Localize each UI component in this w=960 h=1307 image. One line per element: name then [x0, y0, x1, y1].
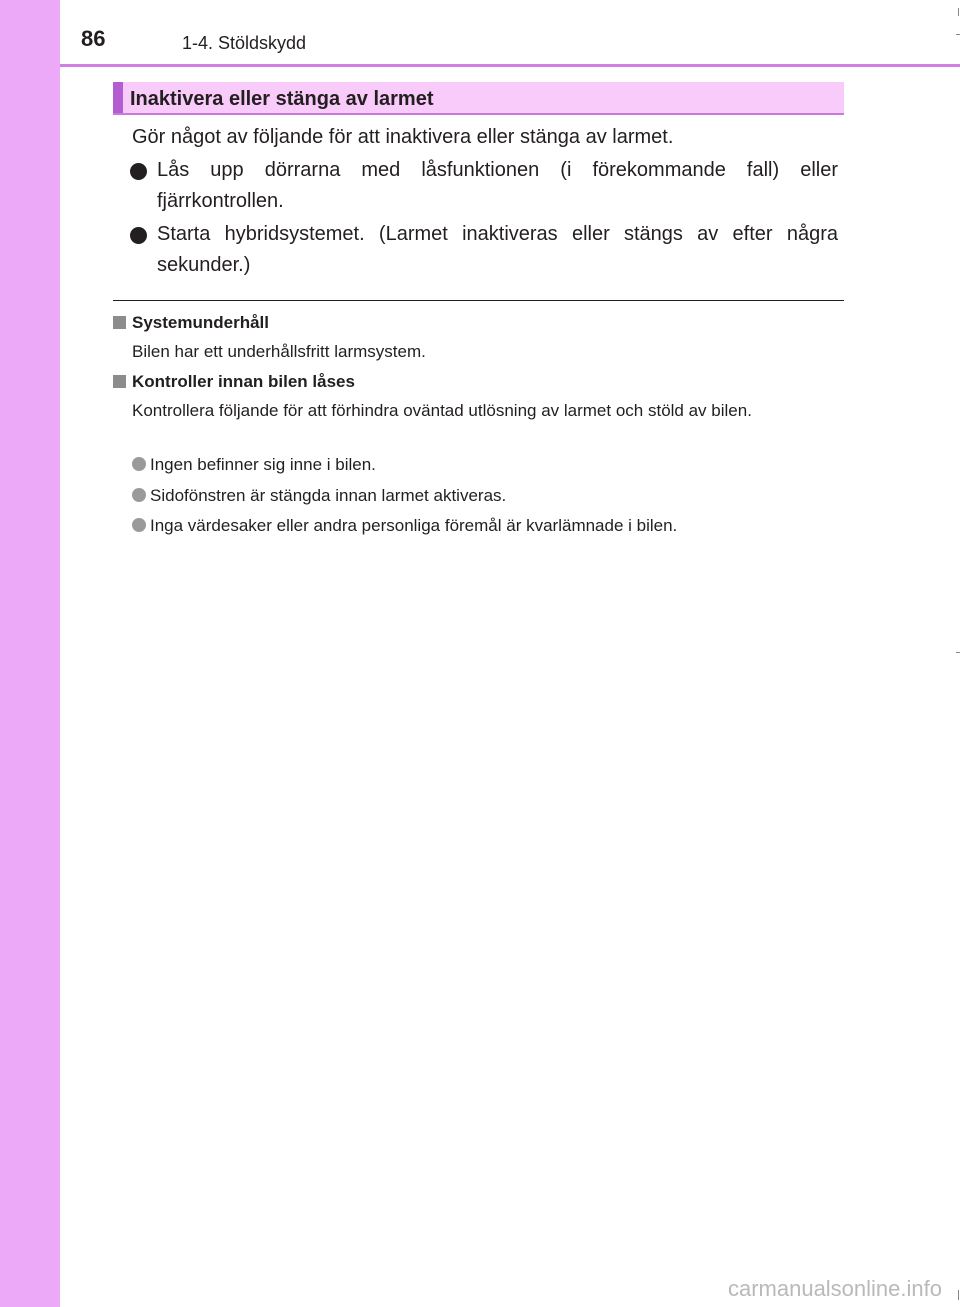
bullet-dot-icon: [132, 457, 146, 471]
bullet-dot-icon: [130, 163, 147, 180]
bullet-text: Lås upp dörrarna med låsfunktionen (i förekommande fall) eller fjärrkontrollen.: [157, 159, 838, 212]
bullet-item: [130, 155, 838, 217]
note-heading: [113, 313, 269, 333]
list-item-text: Sidofönstren är stängda innan larmet aktiveras.: [150, 486, 507, 505]
note-body: Kontrollera följande för att förhindra oväntad utlösning av larmet och stöld av bilen.: [132, 401, 752, 420]
list-item-text: Inga värdesaker eller andra personliga föremål är kvarlämnade i bilen.: [150, 516, 678, 535]
note-heading-text: Systemunderhåll: [132, 313, 269, 332]
crop-mark: [958, 8, 959, 16]
chapter-title: 1-4. Stöldskydd: [182, 33, 307, 53]
list-item: [132, 516, 677, 536]
list-item-text: Ingen befinner sig inne i bilen.: [150, 455, 376, 474]
note-heading-text: Kontroller innan bilen låses: [132, 372, 355, 391]
bullet-dot-icon: [130, 227, 147, 244]
square-bullet-icon: [113, 375, 126, 388]
section-intro: Gör något av följande för att inaktivera eller stänga av larmet.: [132, 126, 674, 148]
crop-mark: [956, 652, 960, 653]
side-color-strip: [0, 0, 60, 1307]
note-heading: [113, 372, 355, 392]
bullet-item: [130, 219, 838, 281]
bullet-dot-icon: [132, 518, 146, 532]
page-number: 86: [81, 26, 106, 51]
list-item: [132, 486, 506, 506]
section-heading-accent: [113, 82, 123, 113]
crop-mark: [956, 34, 960, 35]
section-heading: [113, 82, 844, 115]
page-header: [60, 0, 960, 64]
bullet-text: Starta hybridsystemet. (Larmet inaktiveras eller stängs av efter några sekunder.): [157, 223, 838, 276]
header-divider: [60, 64, 960, 67]
notes-divider: [113, 300, 844, 301]
note-body: Bilen har ett underhållsfritt larmsystem.: [132, 342, 426, 361]
list-item: [132, 455, 376, 475]
crop-mark: [958, 1290, 959, 1300]
bullet-dot-icon: [132, 488, 146, 502]
section-heading-text: Inaktivera eller stänga av larmet: [130, 88, 434, 110]
watermark: carmanualsonline.info: [727, 1276, 942, 1301]
square-bullet-icon: [113, 316, 126, 329]
